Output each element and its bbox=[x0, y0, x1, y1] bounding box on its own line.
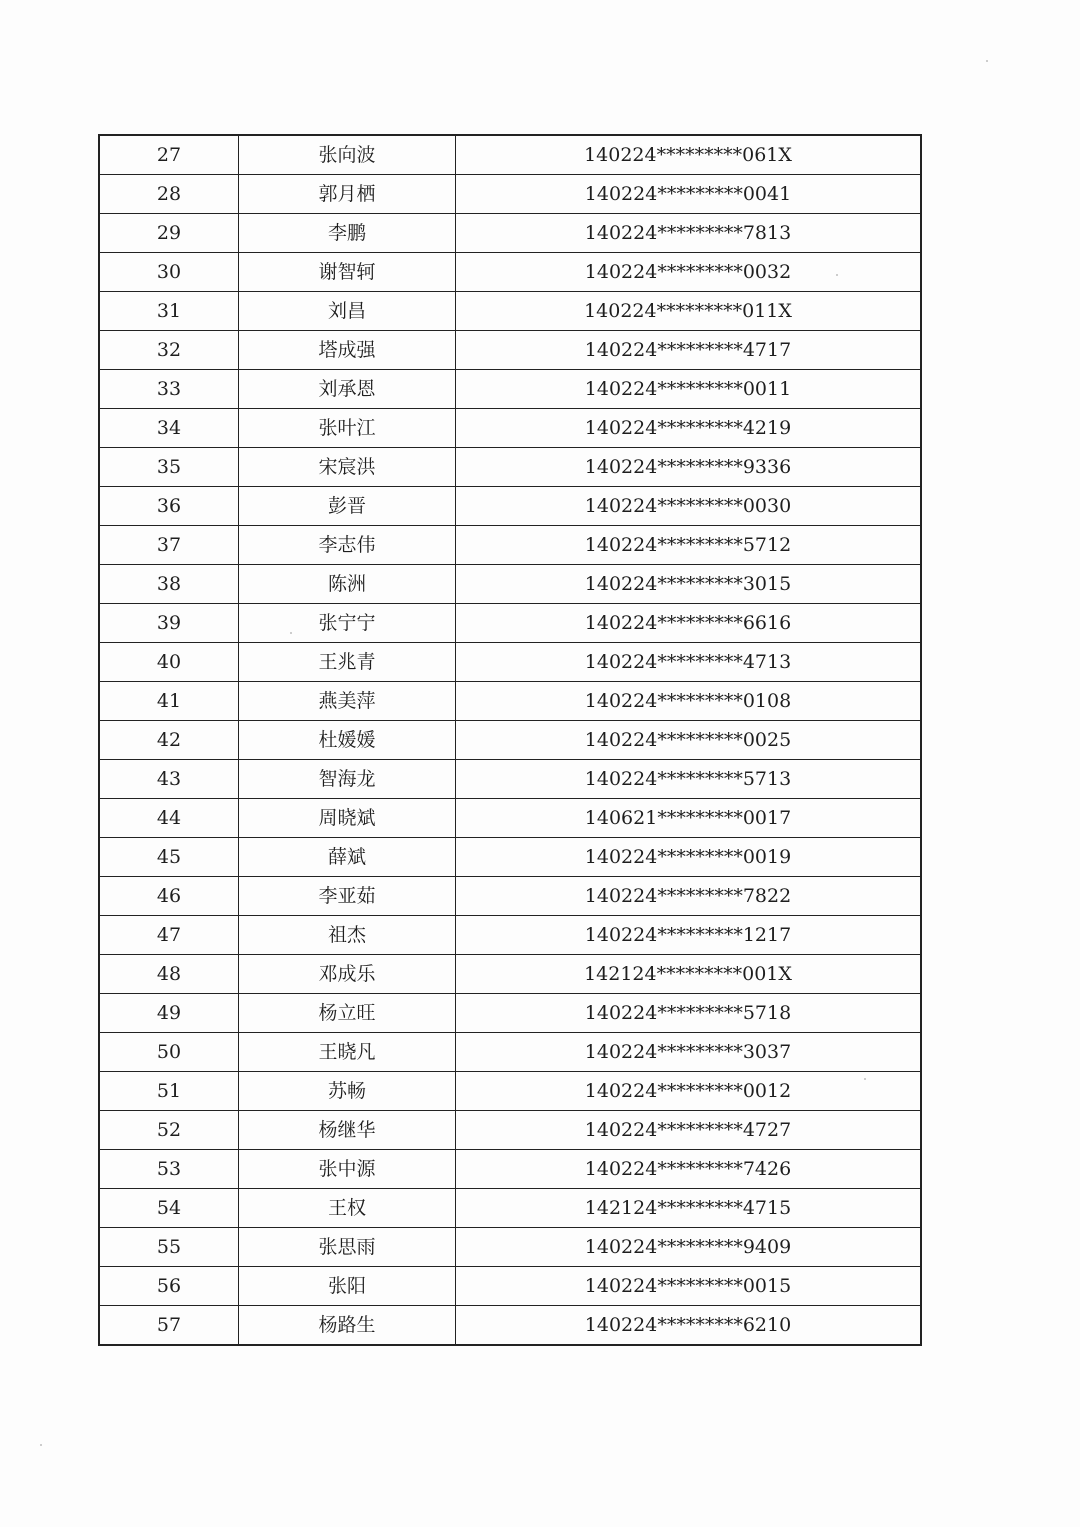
row-number-cell: 32 bbox=[99, 331, 239, 370]
table-row bbox=[99, 175, 921, 214]
name-cell: 王权 bbox=[239, 1189, 456, 1228]
id-number-cell: 140224*********0041 bbox=[456, 175, 922, 214]
name-cell: 谢智轲 bbox=[239, 253, 456, 292]
table-row bbox=[99, 1072, 921, 1111]
name-cell: 杨立旺 bbox=[239, 994, 456, 1033]
id-number-cell: 142124*********4715 bbox=[456, 1189, 922, 1228]
name-cell: 郭月栖 bbox=[239, 175, 456, 214]
id-number-cell: 140224*********6210 bbox=[456, 1306, 922, 1346]
id-number-cell: 140224*********7822 bbox=[456, 877, 922, 916]
table-row bbox=[99, 1150, 921, 1189]
row-number-cell: 33 bbox=[99, 370, 239, 409]
table-row bbox=[99, 1228, 921, 1267]
name-cell: 张思雨 bbox=[239, 1228, 456, 1267]
id-number-cell: 140224*********7426 bbox=[456, 1150, 922, 1189]
name-cell: 邓成乐 bbox=[239, 955, 456, 994]
id-number-cell: 140224*********5713 bbox=[456, 760, 922, 799]
row-number-cell: 48 bbox=[99, 955, 239, 994]
row-number-cell: 44 bbox=[99, 799, 239, 838]
id-number-cell: 140224*********011X bbox=[456, 292, 922, 331]
table-row bbox=[99, 409, 921, 448]
row-number-cell: 29 bbox=[99, 214, 239, 253]
id-number-cell: 140224*********0108 bbox=[456, 682, 922, 721]
id-number-cell: 140224*********0030 bbox=[456, 487, 922, 526]
roster-table-body bbox=[99, 135, 921, 1345]
name-cell: 燕美萍 bbox=[239, 682, 456, 721]
id-number-cell: 140224*********0012 bbox=[456, 1072, 922, 1111]
row-number-cell: 49 bbox=[99, 994, 239, 1033]
name-cell: 李志伟 bbox=[239, 526, 456, 565]
name-cell: 陈洲 bbox=[239, 565, 456, 604]
name-cell: 宋宸洪 bbox=[239, 448, 456, 487]
name-cell: 彭晋 bbox=[239, 487, 456, 526]
table-row bbox=[99, 292, 921, 331]
row-number-cell: 47 bbox=[99, 916, 239, 955]
name-cell: 李鹏 bbox=[239, 214, 456, 253]
id-number-cell: 140224*********5718 bbox=[456, 994, 922, 1033]
id-number-cell: 140224*********4727 bbox=[456, 1111, 922, 1150]
row-number-cell: 57 bbox=[99, 1306, 239, 1346]
table-row bbox=[99, 721, 921, 760]
table-row bbox=[99, 565, 921, 604]
table-row bbox=[99, 1189, 921, 1228]
scan-speck bbox=[40, 1444, 42, 1446]
table-row bbox=[99, 1111, 921, 1150]
row-number-cell: 51 bbox=[99, 1072, 239, 1111]
row-number-cell: 36 bbox=[99, 487, 239, 526]
row-number-cell: 52 bbox=[99, 1111, 239, 1150]
row-number-cell: 55 bbox=[99, 1228, 239, 1267]
row-number-cell: 27 bbox=[99, 135, 239, 175]
row-number-cell: 31 bbox=[99, 292, 239, 331]
table-row bbox=[99, 682, 921, 721]
row-number-cell: 43 bbox=[99, 760, 239, 799]
row-number-cell: 54 bbox=[99, 1189, 239, 1228]
table-row bbox=[99, 448, 921, 487]
id-number-cell: 140224*********0011 bbox=[456, 370, 922, 409]
table-row bbox=[99, 643, 921, 682]
name-cell: 张阳 bbox=[239, 1267, 456, 1306]
table-row bbox=[99, 135, 921, 175]
scan-speck bbox=[986, 60, 988, 62]
table-row bbox=[99, 214, 921, 253]
roster-table bbox=[98, 134, 922, 1346]
table-row bbox=[99, 331, 921, 370]
id-number-cell: 140224*********5712 bbox=[456, 526, 922, 565]
name-cell: 张中源 bbox=[239, 1150, 456, 1189]
id-number-cell: 140224*********9409 bbox=[456, 1228, 922, 1267]
name-cell: 周晓斌 bbox=[239, 799, 456, 838]
id-number-cell: 140224*********0019 bbox=[456, 838, 922, 877]
row-number-cell: 34 bbox=[99, 409, 239, 448]
name-cell: 杨路生 bbox=[239, 1306, 456, 1346]
name-cell: 塔成强 bbox=[239, 331, 456, 370]
row-number-cell: 40 bbox=[99, 643, 239, 682]
id-number-cell: 140224*********061X bbox=[456, 135, 922, 175]
id-number-cell: 140224*********4713 bbox=[456, 643, 922, 682]
row-number-cell: 53 bbox=[99, 1150, 239, 1189]
table-row bbox=[99, 1306, 921, 1346]
table-row bbox=[99, 916, 921, 955]
name-cell: 苏畅 bbox=[239, 1072, 456, 1111]
id-number-cell: 140224*********3037 bbox=[456, 1033, 922, 1072]
row-number-cell: 37 bbox=[99, 526, 239, 565]
row-number-cell: 45 bbox=[99, 838, 239, 877]
name-cell: 智海龙 bbox=[239, 760, 456, 799]
name-cell: 张宁宁 bbox=[239, 604, 456, 643]
row-number-cell: 42 bbox=[99, 721, 239, 760]
row-number-cell: 38 bbox=[99, 565, 239, 604]
table-row bbox=[99, 1267, 921, 1306]
name-cell: 李亚茹 bbox=[239, 877, 456, 916]
id-number-cell: 140224*********0032 bbox=[456, 253, 922, 292]
row-number-cell: 46 bbox=[99, 877, 239, 916]
name-cell: 薛斌 bbox=[239, 838, 456, 877]
table-row bbox=[99, 955, 921, 994]
row-number-cell: 41 bbox=[99, 682, 239, 721]
name-cell: 王兆青 bbox=[239, 643, 456, 682]
row-number-cell: 56 bbox=[99, 1267, 239, 1306]
table-row bbox=[99, 760, 921, 799]
row-number-cell: 30 bbox=[99, 253, 239, 292]
row-number-cell: 28 bbox=[99, 175, 239, 214]
id-number-cell: 140224*********7813 bbox=[456, 214, 922, 253]
id-number-cell: 142124*********001X bbox=[456, 955, 922, 994]
name-cell: 张叶江 bbox=[239, 409, 456, 448]
table-row bbox=[99, 994, 921, 1033]
id-number-cell: 140224*********1217 bbox=[456, 916, 922, 955]
name-cell: 祖杰 bbox=[239, 916, 456, 955]
table-row bbox=[99, 604, 921, 643]
name-cell: 杜媛媛 bbox=[239, 721, 456, 760]
id-number-cell: 140224*********6616 bbox=[456, 604, 922, 643]
row-number-cell: 35 bbox=[99, 448, 239, 487]
table-row bbox=[99, 370, 921, 409]
id-number-cell: 140224*********4717 bbox=[456, 331, 922, 370]
table-row bbox=[99, 799, 921, 838]
name-cell: 杨继华 bbox=[239, 1111, 456, 1150]
id-number-cell: 140224*********0015 bbox=[456, 1267, 922, 1306]
table-row bbox=[99, 877, 921, 916]
name-cell: 张向波 bbox=[239, 135, 456, 175]
row-number-cell: 39 bbox=[99, 604, 239, 643]
id-number-cell: 140621*********0017 bbox=[456, 799, 922, 838]
id-number-cell: 140224*********9336 bbox=[456, 448, 922, 487]
row-number-cell: 50 bbox=[99, 1033, 239, 1072]
table-row bbox=[99, 1033, 921, 1072]
name-cell: 王晓凡 bbox=[239, 1033, 456, 1072]
table-row bbox=[99, 253, 921, 292]
name-cell: 刘昌 bbox=[239, 292, 456, 331]
table-row bbox=[99, 838, 921, 877]
id-number-cell: 140224*********0025 bbox=[456, 721, 922, 760]
table-row bbox=[99, 526, 921, 565]
id-number-cell: 140224*********3015 bbox=[456, 565, 922, 604]
name-cell: 刘承恩 bbox=[239, 370, 456, 409]
table-row bbox=[99, 487, 921, 526]
id-number-cell: 140224*********4219 bbox=[456, 409, 922, 448]
